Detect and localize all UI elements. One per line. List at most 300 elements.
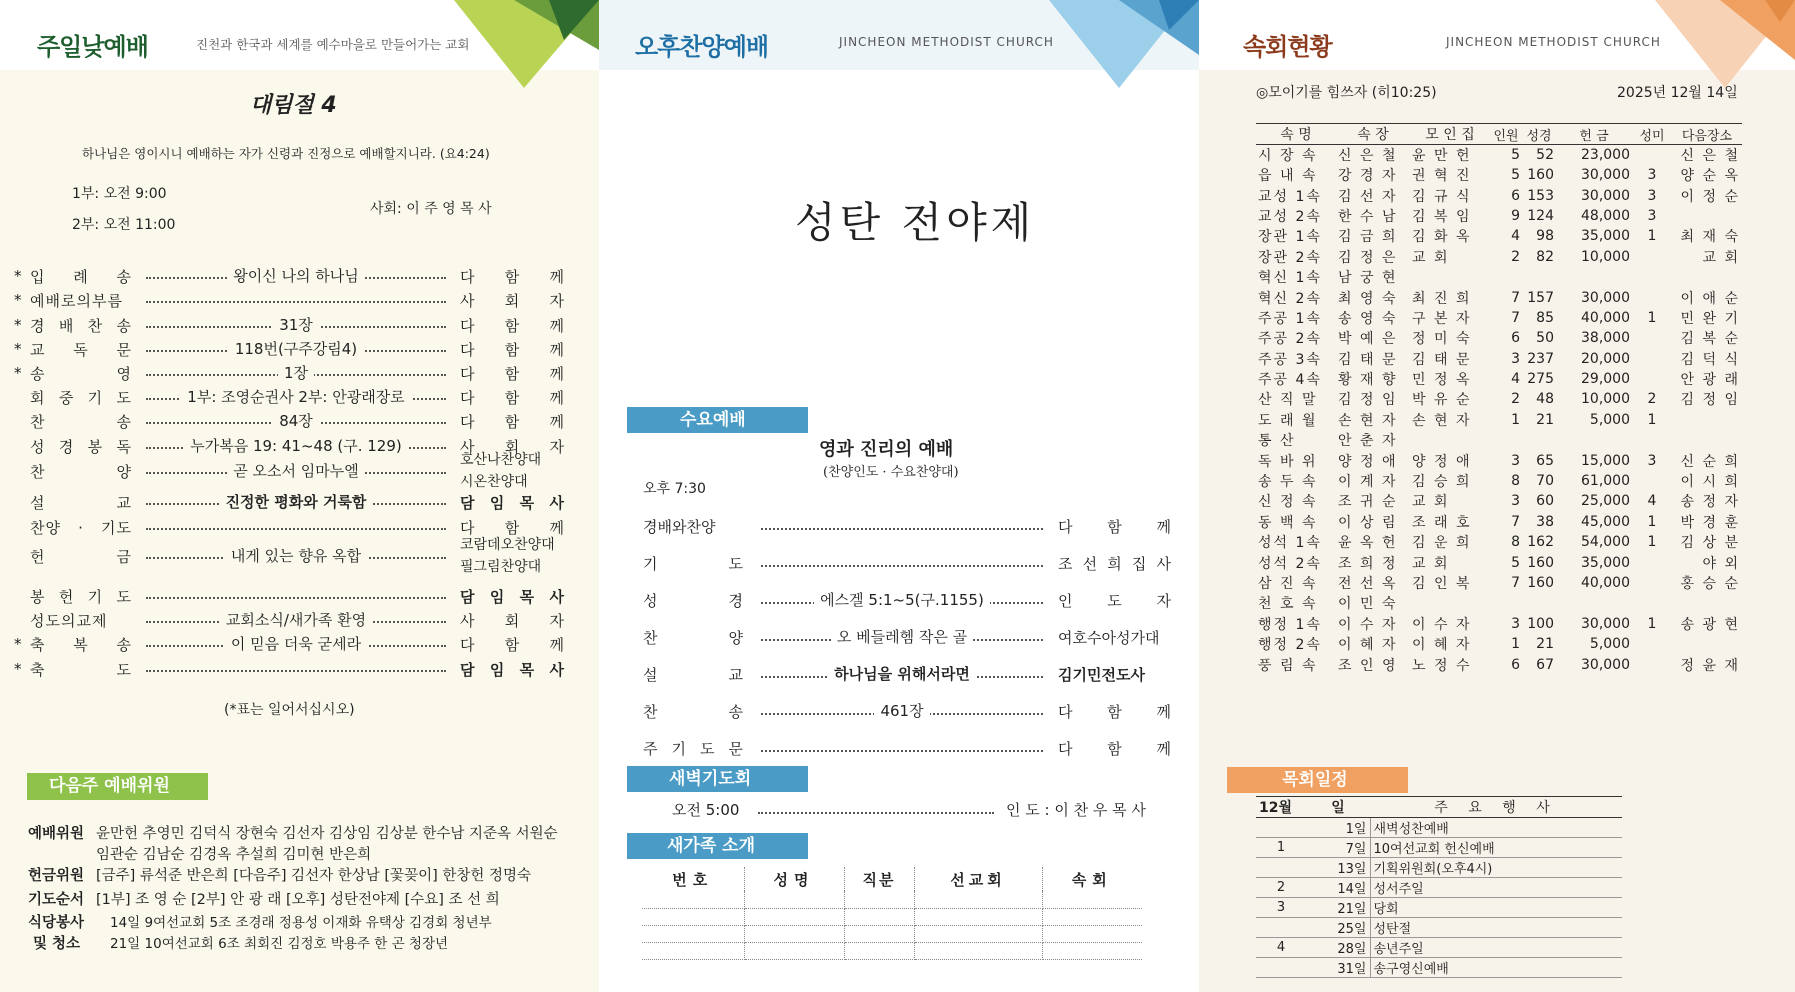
- class-status-cell: 21: [1536, 636, 1554, 653]
- class-status-cell: 박 유 순: [1412, 392, 1472, 409]
- schedule-week: 3: [1256, 898, 1306, 918]
- schedule-row: [1256, 858, 1622, 878]
- schedule-day: 21일: [1306, 898, 1370, 918]
- dotted-leader: [761, 528, 1043, 530]
- new-family-header: 속회: [1071, 870, 1113, 889]
- class-status-cell: 교성 2속: [1258, 208, 1322, 225]
- class-status-cell: 160: [1527, 167, 1554, 184]
- new-family-header: 성명: [744, 867, 844, 891]
- program-item-leader: 사 회 자: [460, 292, 564, 310]
- class-status-cell: 민 완 기: [1680, 310, 1740, 327]
- class-status-cell: 1: [1647, 309, 1657, 326]
- program-item-leader: 다 함 께: [460, 519, 564, 537]
- class-status-cell: 송 광 현: [1680, 616, 1740, 633]
- class-status-row: [1256, 206, 1742, 226]
- header-title: 오후찬양예배: [635, 33, 769, 61]
- class-status-cell: 주공 3속: [1258, 351, 1322, 368]
- program-item-leader-bottom: 시온찬양대: [460, 474, 528, 490]
- class-status-cell: 8: [1511, 534, 1520, 551]
- class-status-cell: 3: [1511, 350, 1520, 367]
- class-status-cell: 7: [1511, 289, 1520, 306]
- class-status-cell: 야 외: [1702, 555, 1740, 572]
- schedule-header-event: 주 요 행 사: [1370, 797, 1622, 818]
- program-item-leader: 다 함 께: [1058, 740, 1171, 758]
- class-status-cell: 1: [1647, 534, 1657, 551]
- program-item-name: 봉 헌 기 도: [30, 588, 132, 606]
- class-status-cell: 160: [1527, 554, 1554, 571]
- class-status-cell: 송 정 자: [1680, 494, 1740, 511]
- class-status-cell: 30,000: [1581, 187, 1630, 204]
- class-status-cell: 한 수 남: [1338, 208, 1398, 225]
- class-status-header: 인원: [1490, 124, 1522, 145]
- class-status-cell: 3: [1647, 207, 1657, 224]
- standing-marker: *: [14, 364, 22, 382]
- class-status-cell: [1672, 267, 1742, 287]
- program-item-content: [761, 663, 1043, 684]
- program-item-leader: 다 함 께: [460, 317, 564, 335]
- program-item-name: 찬 양: [30, 463, 132, 481]
- class-status-row: [1256, 308, 1742, 328]
- class-status-cell: 교 회: [1412, 555, 1450, 572]
- class-status-cell: 40,000: [1581, 309, 1630, 326]
- class-status-cell: 5: [1511, 554, 1520, 571]
- program-item-leader: 담 임 목 사: [460, 588, 564, 606]
- program-item-leader: 다 함 께: [460, 365, 564, 383]
- program-item-content-text: 에스겔 5:1~5(구.1155): [814, 591, 990, 609]
- class-status-cell: 신 은 철: [1680, 148, 1740, 164]
- class-status-cell: [1632, 287, 1672, 307]
- schedule-header-month: 12월: [1256, 797, 1306, 818]
- dotted-leader: [146, 597, 446, 599]
- class-status-cell: 김 정 임: [1338, 392, 1398, 409]
- program-item-name: 설 교: [643, 666, 743, 684]
- class-status-cell: 김 운 희: [1412, 535, 1472, 552]
- class-status-cell: 조 인 영: [1338, 657, 1398, 674]
- class-status-cell: 5: [1511, 167, 1520, 184]
- week-title: 대림절 4: [250, 93, 337, 118]
- schedule-week: [1256, 958, 1306, 978]
- class-status-cell: 양 정 애: [1412, 453, 1472, 470]
- program-item-content: [146, 265, 446, 286]
- program-item-name: 경배와찬양: [643, 518, 716, 536]
- program-row: [0, 264, 590, 288]
- class-status-row: [1256, 287, 1742, 307]
- new-family-row: [642, 908, 1142, 925]
- class-status-cell: 도 래 월: [1258, 412, 1318, 429]
- prayer-order-line: [1부] 조 영 순 [2부] 안 광 래 [오후] 성탄전야제 [수요] 조 선 희: [96, 892, 500, 908]
- class-status-cell: [1410, 267, 1490, 287]
- class-status-cell: 양 정 애: [1338, 453, 1398, 470]
- program-item-name: 축 도: [30, 661, 132, 679]
- class-status-cell: 1: [1647, 513, 1657, 530]
- class-status-cell: 조 희 정: [1338, 555, 1398, 572]
- class-status-header: 모 인 집: [1410, 124, 1490, 145]
- class-status-cell: 21: [1536, 411, 1554, 428]
- class-status-cell: 김 태 문: [1338, 351, 1398, 368]
- class-status-cell: 박 경 훈: [1680, 514, 1740, 531]
- offering-committee-line: [금주] 류석준 반은희 [다음주] 김선자 한상남 [꽃꽂이] 한창헌 정명숙: [96, 868, 531, 884]
- program-item-content-text: 461장: [874, 702, 929, 720]
- class-status-cell: [1632, 573, 1672, 593]
- class-status-cell: 교 회: [1412, 494, 1450, 511]
- class-status-table: [1256, 123, 1742, 675]
- class-status-cell: 3: [1511, 493, 1520, 510]
- standing-marker: *: [14, 316, 22, 334]
- program-item-content-text: 1부: 조영순권사 2부: 안광래장로: [181, 388, 410, 406]
- class-status-cell: 50: [1536, 330, 1554, 347]
- schedule-week: 4: [1256, 938, 1306, 958]
- new-family-row: [642, 891, 1142, 908]
- program-item-content-text: 내게 있는 향유 옥합: [225, 547, 367, 565]
- class-status-cell: 혁신 2속: [1258, 290, 1322, 307]
- class-status-cell: [1632, 247, 1672, 267]
- class-status-cell: [1522, 430, 1556, 450]
- class-status-cell: 2: [1511, 248, 1520, 265]
- class-status-header: 성경: [1522, 124, 1556, 145]
- class-status-cell: 주공 2속: [1258, 331, 1322, 348]
- program-item-content: [146, 460, 446, 481]
- schedule-day: 7일: [1306, 838, 1370, 858]
- class-status-cell: 김 상 분: [1680, 535, 1740, 552]
- class-status-row: [1256, 654, 1742, 674]
- program-row: [0, 288, 590, 312]
- program-item-content: [761, 589, 1043, 610]
- class-status-row: [1256, 328, 1742, 348]
- new-family-header: 선교회: [914, 867, 1042, 891]
- class-status-cell: 윤 옥 헌: [1338, 535, 1398, 552]
- class-status-cell: 6: [1511, 656, 1520, 673]
- class-status-cell: 최 진 희: [1412, 290, 1472, 307]
- wednesday-program-row: [643, 662, 1171, 688]
- schedule-event: 성탄절: [1370, 918, 1622, 938]
- class-status-cell: 전 선 옥: [1338, 576, 1398, 592]
- program-item-name: 찬양 · 기도: [30, 519, 132, 537]
- class-status-cell: 35,000: [1581, 554, 1630, 571]
- class-status-cell: 독 바 위: [1258, 453, 1318, 470]
- class-status-cell: 6: [1511, 330, 1520, 347]
- meal-service-row-2: 21일 10여선교회 6조 최회진 김정호 박용주 한 곤 청장년: [110, 936, 449, 952]
- class-status-row: [1256, 634, 1742, 654]
- standing-marker: *: [14, 635, 22, 653]
- header-subtitle: JINCHEON METHODIST CHURCH: [839, 35, 1054, 49]
- program-row: [0, 361, 590, 385]
- class-status-cell: 4: [1511, 228, 1520, 245]
- class-status-row: [1256, 512, 1742, 532]
- class-status-cell: 2: [1511, 391, 1520, 408]
- class-status-body: [1256, 145, 1742, 675]
- class-status-cell: 이 시 희: [1680, 474, 1740, 491]
- wednesday-worship-title: 영과 진리의 예배: [819, 439, 954, 460]
- program-row: [0, 608, 590, 632]
- dotted-leader: [761, 565, 1043, 567]
- wednesday-program-row: [643, 699, 1171, 725]
- class-status-cell: 박 예 은: [1338, 331, 1398, 348]
- new-family-bar: 새가족 소개: [627, 833, 808, 859]
- class-status-cell: 홍 승 순: [1680, 576, 1740, 592]
- program-row: [0, 657, 590, 681]
- class-status-cell: 김 덕 식: [1680, 351, 1740, 368]
- class-status-cell: 이 정 순: [1680, 188, 1740, 205]
- class-status-cell: 윤 만 헌: [1412, 148, 1472, 164]
- class-status-cell: 동 백 속: [1258, 514, 1318, 531]
- program-item-leader: 여호수아성가대: [1058, 629, 1160, 647]
- class-status-row: [1256, 267, 1742, 287]
- class-status-cell: 황 재 향: [1338, 372, 1398, 389]
- class-status-cell: 강 경 자: [1338, 168, 1398, 185]
- schedule-event: 기획위원회(오후4시): [1370, 858, 1622, 878]
- class-status-cell: 안 광 래: [1680, 372, 1740, 389]
- class-status-cell: [1556, 593, 1632, 613]
- program-row: [0, 632, 590, 656]
- panel-sunday-worship: [0, 0, 599, 992]
- class-status-cell: [1632, 634, 1672, 654]
- class-status-cell: 손 현 자: [1412, 412, 1472, 429]
- class-status-cell: 1: [1647, 615, 1657, 632]
- program-item-content-text: 1장: [278, 364, 314, 382]
- program-item-content-text: 진정한 평화와 거룩함: [220, 493, 373, 511]
- class-status-cell: 67: [1536, 656, 1554, 673]
- class-status-cell: 최 재 숙: [1680, 229, 1740, 246]
- class-status-cell: 30,000: [1581, 167, 1630, 184]
- dotted-leader: [146, 301, 446, 303]
- class-status-row: [1256, 349, 1742, 369]
- schedule-day: 28일: [1306, 938, 1370, 958]
- class-status-header: 속 장: [1336, 124, 1410, 145]
- standing-marker: *: [14, 660, 22, 678]
- class-status-cell: 4: [1647, 493, 1657, 510]
- class-status-cell: 5,000: [1589, 636, 1630, 653]
- host-label: 사회: 이 주 영 목 사: [370, 201, 492, 217]
- pastoral-schedule-table: [1256, 796, 1622, 978]
- schedule-header-day: 일: [1306, 797, 1370, 818]
- class-status-cell: 23,000: [1581, 147, 1630, 163]
- program-item-name: 찬 양: [643, 629, 743, 647]
- cleaning-label: 및 청소: [33, 936, 81, 952]
- class-status-cell: 3: [1511, 452, 1520, 469]
- class-status-cell: 70: [1536, 473, 1554, 490]
- christmas-eve-title: 성탄 전야제: [795, 198, 1036, 247]
- program-item-leader: 다 함 께: [460, 268, 564, 286]
- wednesday-program-row: [643, 736, 1171, 762]
- schedule-event: 성서주일: [1370, 878, 1622, 898]
- class-status-cell: 124: [1527, 207, 1554, 224]
- class-status-row: [1256, 573, 1742, 593]
- class-status-cell: 3: [1511, 615, 1520, 632]
- wednesday-worship-subtitle: (찬양인도 · 수요찬양대): [823, 465, 959, 480]
- class-status-cell: 김 인 복: [1412, 576, 1472, 592]
- class-status-cell: 장관 2속: [1258, 249, 1322, 266]
- class-status-cell: 조 래 호: [1412, 514, 1472, 531]
- wednesday-program-row: [643, 514, 1171, 540]
- class-status-cell: 48,000: [1581, 207, 1630, 224]
- class-status-cell: 1: [1647, 228, 1657, 245]
- prayer-order-label: 기도순서: [28, 892, 85, 908]
- class-status-cell: 5: [1511, 147, 1520, 163]
- class-status-cell: 6: [1511, 187, 1520, 204]
- dotted-leader: [761, 750, 1043, 752]
- wednesday-program-row: [643, 551, 1171, 577]
- schedule-week: [1256, 858, 1306, 878]
- class-status-cell: 송 영 숙: [1338, 310, 1398, 327]
- program-item-content: [146, 491, 446, 512]
- class-status-cell: 최 영 숙: [1338, 290, 1398, 307]
- program-row: [0, 584, 590, 608]
- class-status-row: [1256, 430, 1742, 450]
- class-status-cell: 신 은 철: [1338, 148, 1398, 164]
- program-item-name: 송 영: [30, 365, 132, 383]
- class-status-cell: [1490, 267, 1522, 287]
- class-status-cell: [1632, 328, 1672, 348]
- program-item-name: 성 경 봉 독: [30, 438, 132, 456]
- pastoral-schedule-bar: 목회일정: [1227, 767, 1408, 793]
- class-status-cell: 8: [1511, 473, 1520, 490]
- program-item-name: 성도의교제: [30, 612, 108, 630]
- class-status-cell: 교성 1속: [1258, 188, 1322, 205]
- class-status-row: [1256, 614, 1742, 634]
- class-status-cell: 주공 1속: [1258, 310, 1322, 327]
- schedule-row: [1256, 878, 1622, 898]
- class-status-cell: 157: [1527, 289, 1554, 306]
- wednesday-program-row: [643, 588, 1171, 614]
- class-status-cell: 김 태 문: [1412, 351, 1472, 368]
- schedule-day: 13일: [1306, 858, 1370, 878]
- class-status-cell: 7: [1511, 575, 1520, 591]
- class-status-cell: 산 직 말: [1258, 392, 1318, 409]
- class-status-cell: 이 상 림: [1338, 514, 1398, 531]
- program-item-name: 교 독 문: [30, 341, 132, 359]
- header-title: 주일낮예배: [37, 33, 148, 61]
- class-status-row: [1256, 369, 1742, 389]
- class-status-cell: [1632, 552, 1672, 572]
- report-date: 2025년 12월 14일: [1617, 85, 1738, 101]
- class-status-cell: 정 미 숙: [1412, 331, 1472, 348]
- new-family-header: 직분: [844, 867, 914, 891]
- class-status-header: 성미: [1632, 124, 1672, 145]
- class-status-cell: 3: [1647, 187, 1657, 204]
- class-status-cell: 김 화 옥: [1412, 229, 1472, 246]
- schedule-week: 2: [1256, 878, 1306, 898]
- header-subtitle: 진천과 한국과 세계를 예수마을로 만들어가는 교회: [196, 37, 470, 52]
- standing-marker: *: [14, 340, 22, 358]
- program-item-leader: 사 회 자: [460, 438, 564, 456]
- class-status-row: [1256, 593, 1742, 613]
- class-status-cell: [1556, 267, 1632, 287]
- class-status-cell: [1556, 430, 1632, 450]
- class-status-cell: [1522, 593, 1556, 613]
- schedule-week: [1256, 918, 1306, 938]
- program-item-name: 회 중 기 도: [30, 389, 132, 407]
- class-status-cell: 52: [1536, 147, 1554, 163]
- program-item-leader-top: 호산나찬양대: [460, 452, 542, 468]
- class-status-cell: [1632, 267, 1672, 287]
- class-status-cell: 김 정 임: [1680, 392, 1740, 409]
- class-status-cell: 30,000: [1581, 656, 1630, 673]
- dawn-prayer-leader: 인 도 : 이 찬 우 목 사: [1006, 801, 1146, 819]
- class-status-cell: [1632, 145, 1672, 166]
- wednesday-worship-time: 오후 7:30: [643, 481, 706, 497]
- program-item-leader: 인 도 자: [1058, 592, 1171, 610]
- class-status-cell: 9: [1511, 207, 1520, 224]
- class-status-cell: 시 장 속: [1258, 148, 1318, 164]
- program-row: [0, 409, 590, 433]
- class-status-cell: 김 금 희: [1338, 229, 1398, 246]
- program-row: [0, 537, 590, 575]
- program-item-name: 찬 송: [30, 413, 132, 431]
- class-status-cell: 노 정 수: [1412, 657, 1472, 674]
- class-status-cell: 25,000: [1581, 493, 1630, 510]
- class-status-cell: 7: [1511, 513, 1520, 530]
- class-status-cell: 1: [1511, 636, 1520, 653]
- dawn-prayer-time: 오전 5:00: [672, 801, 740, 819]
- class-status-cell: 교 회: [1412, 249, 1450, 266]
- program-item-name: 경 배 찬 송: [30, 317, 132, 335]
- program-item-content-text: 오 베들레헴 작은 골: [831, 628, 973, 646]
- class-status-cell: 이 수 자: [1412, 616, 1472, 633]
- class-status-cell: 행정 2속: [1258, 637, 1322, 654]
- class-status-cell: [1672, 430, 1742, 450]
- program-item-content-text: 교회소식/새가족 환영: [220, 611, 372, 629]
- program-item-leader: 다 함 께: [1058, 518, 1171, 536]
- class-status-cell: 54,000: [1581, 534, 1630, 551]
- class-status-cell: 성석 2속: [1258, 555, 1322, 572]
- program-row: [0, 313, 590, 337]
- class-status-cell: 45,000: [1581, 513, 1630, 530]
- program-row: [0, 490, 590, 514]
- class-status-row: [1256, 145, 1742, 166]
- schedule-week: [1256, 818, 1306, 838]
- class-status-cell: 153: [1527, 187, 1554, 204]
- program-item-leader: 다 함 께: [460, 389, 564, 407]
- program-item-content: [146, 633, 446, 654]
- class-status-cell: 신 순 희: [1680, 453, 1740, 470]
- class-status-cell: 구 본 자: [1412, 310, 1472, 327]
- class-status-cell: 김 승 희: [1412, 474, 1472, 491]
- new-family-header: 번호: [642, 867, 744, 891]
- program-item-name: 주 기 도 문: [643, 740, 743, 758]
- program-item-content-text: 118번(구주강림4): [229, 340, 363, 358]
- class-status-cell: 김 규 식: [1412, 188, 1472, 205]
- class-status-cell: 98: [1536, 228, 1554, 245]
- class-status-cell: 7: [1511, 309, 1520, 326]
- class-status-cell: [1522, 267, 1556, 287]
- schedule-row: [1256, 838, 1622, 858]
- schedule-day: 25일: [1306, 918, 1370, 938]
- class-status-cell: 160: [1527, 575, 1554, 591]
- class-status-row: [1256, 491, 1742, 511]
- class-status-cell: 풍 림 속: [1258, 657, 1318, 674]
- new-family-table: [642, 867, 1142, 960]
- class-status-cell: 삼 진 속: [1258, 576, 1318, 592]
- new-family-row: [642, 942, 1142, 959]
- offering-committee-label: 헌금위원: [28, 868, 85, 884]
- schedule-day: 31일: [1306, 958, 1370, 978]
- class-status-cell: 이 혜 자: [1338, 637, 1398, 654]
- class-status-cell: 이 애 순: [1680, 290, 1740, 307]
- program-item-name: 성 경: [643, 592, 743, 610]
- class-status-cell: 김 선 자: [1338, 188, 1398, 205]
- class-status-cell: 237: [1527, 350, 1554, 367]
- program-item-content-text: 하나님을 위해서라면: [828, 665, 976, 683]
- class-status-header: 다음장소: [1672, 124, 1742, 145]
- schedule-row: [1256, 898, 1622, 918]
- class-status-row: [1256, 226, 1742, 246]
- class-status-cell: 10,000: [1581, 391, 1630, 408]
- class-status-cell: 162: [1527, 534, 1554, 551]
- class-status-cell: 읍 내 속: [1258, 168, 1318, 185]
- program-item-content: [146, 545, 446, 566]
- standing-marker: *: [14, 291, 22, 309]
- service-time-2: 2부: 오전 11:00: [72, 217, 176, 233]
